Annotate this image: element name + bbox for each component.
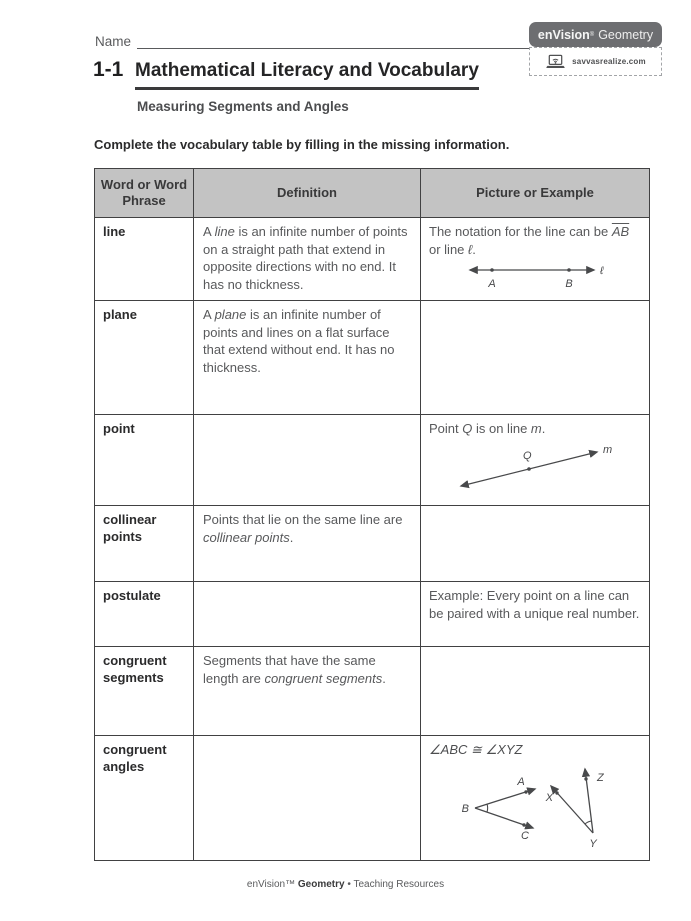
instruction-text: Complete the vocabulary table by filling in the missing information. [94,137,510,152]
vocabulary-table [94,168,650,861]
definition-text: is an infinite number of points and lines on a flat surface that extend without end. It has no thickness. [203,307,395,376]
column-header-word: Word or Word Phrase [95,169,194,218]
footer-brand: enVision™ [246,879,296,890]
term-label: point [103,421,135,437]
definition-text: . [382,670,386,686]
term-label: congruent angles [103,742,167,774]
definition-cell [194,506,421,582]
badge-product: enVision [537,27,590,42]
point-Q-ref: Q [462,421,473,437]
term-label: postulate [103,588,161,604]
definition-text: is an infinite number of points on a straight path that extend in opposite directions with no end. It has no thickness. [203,224,408,293]
line-m-ref: m [530,421,542,437]
example-cell [421,582,650,647]
line-AB-notation: $\overline{AB}$ [611,224,630,239]
point-A-label: A [517,775,525,788]
congruence-formula: ∠ABC ≅ ∠XYZ [429,742,523,758]
laptop-icon [545,54,566,70]
definition-text: A [203,307,215,323]
table-row-point [95,415,650,506]
column-header-definition: Definition [194,169,421,218]
line-ell-label: ℓ [600,265,604,278]
lesson-number: 1-1 [93,58,124,81]
page-subtitle: Measuring Segments and Angles [137,99,349,114]
example-cell [421,415,650,506]
fill-in-cell-point-definition[interactable] [194,415,421,506]
definition-text: A [203,224,215,239]
term-cell [95,301,194,415]
term-label: collinear points [103,512,157,544]
term-label: line [103,224,126,239]
definition-cell [194,218,421,301]
definition-cell [194,647,421,736]
website-label: savvasrealize.com [572,57,646,66]
definition-italic: congruent segments [264,670,383,686]
definition-text: . [289,529,294,545]
example-text: The notation for the line can be [429,224,612,239]
line-figure [457,261,609,291]
term-label: plane [103,307,137,323]
table-row-plane [95,301,650,415]
fill-in-cell-postulate-definition[interactable] [194,582,421,647]
definition-italic: plane [214,307,247,323]
script-ell: ℓ [468,241,473,257]
point-C-label: C [521,829,529,842]
example-text: . [472,241,476,257]
table-row-postulate [95,582,650,647]
header-row [95,169,650,218]
footer-separator: • [347,879,351,890]
point-Y-label: Y [589,837,597,850]
definition-italic: collinear points [203,529,290,545]
footer-subject: Geometry [297,879,345,890]
fill-in-cell-congruent-angles-definition[interactable] [194,736,421,861]
term-cell [95,582,194,647]
term-cell [95,647,194,736]
page-footer [0,879,691,890]
badge-subject: Geometry [598,27,654,42]
definition-italic: line [214,224,235,239]
example-text: . [541,421,546,437]
example-cell [421,218,650,301]
point-Q-label: Q [523,449,532,462]
term-label: congruent segments [103,653,167,685]
example-text: or line [429,241,469,257]
registered-mark: ® [589,31,595,38]
point-Z-label: Z [597,771,604,784]
point-B-label: B [461,802,469,815]
term-cell [95,415,194,506]
definition-text: Points that lie on the same line are [203,512,403,528]
definition-text: Segments that have the same length are [203,653,376,686]
envision-geometry-badge [529,22,662,47]
point-X-label: X [545,791,553,804]
column-header-picture: Picture or Example [421,169,650,218]
congruent-angles-figure [431,760,621,852]
fill-in-cell-plane-example[interactable] [421,301,650,415]
name-label: Name [95,34,132,49]
term-cell [95,218,194,301]
line-m-label: m [603,443,613,456]
page-title: Mathematical Literacy and Vocabulary [135,60,479,90]
table-row-line [95,218,650,301]
term-cell [95,506,194,582]
brand-block [529,22,662,76]
point-B-label: B [565,278,573,291]
table-row-congruent-segments [95,647,650,736]
footer-suffix: Teaching Resources [353,879,445,890]
fill-in-cell-congruent-segments-example[interactable] [421,647,650,736]
savvasrealize-box [529,47,662,76]
term-cell [95,736,194,861]
example-cell [421,736,650,861]
example-text: is on line [472,421,531,437]
definition-cell [194,301,421,415]
example-text: Example: Every point on a line can be paired with a unique real number. [429,588,640,621]
table-row-collinear-points [95,506,650,582]
example-text: Point [429,421,463,437]
point-on-line-figure [451,440,616,496]
table-row-congruent-angles [95,736,650,861]
point-A-label: A [488,278,496,291]
fill-in-cell-collinear-example[interactable] [421,506,650,582]
